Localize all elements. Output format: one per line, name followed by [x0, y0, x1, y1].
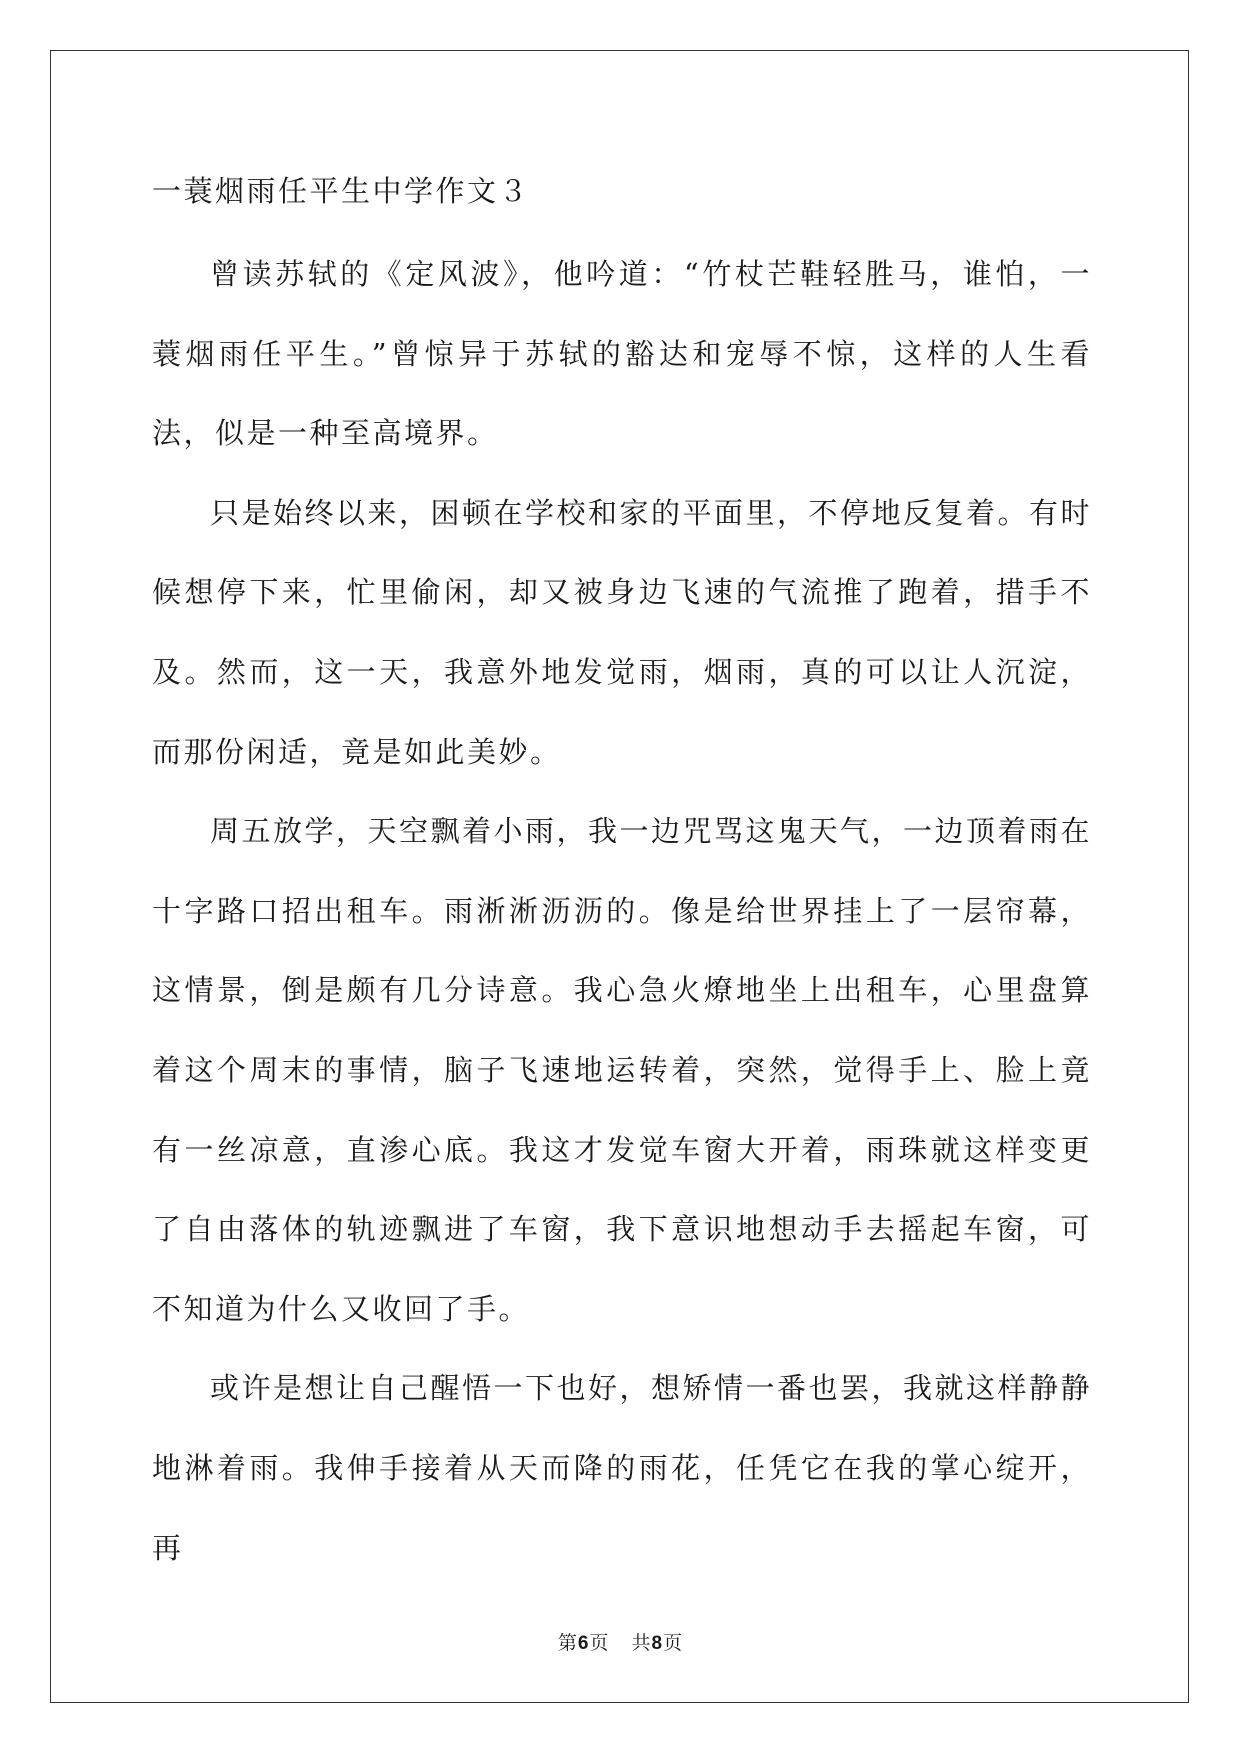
- paragraph-1: 曾读苏轼的《定风波》，他吟道：“竹杖芒鞋轻胜马，谁怕，一蓑烟雨任平生。”曾惊异于苏轼的豁达和宠辱不惊，这样的人生看法，似是一种至高境界。: [152, 257, 1092, 451]
- paragraph-4: 或许是想让自己醒悟一下也好，想矫情一番也罢，我就这样静静地淋着雨。我伸手接着从天而降的雨花，任凭它在我的掌心绽开，再: [152, 1371, 1093, 1565]
- page-suffix: 页: [589, 1632, 610, 1654]
- document-body: [152, 163, 1092, 1588]
- paragraph-3: 周五放学，天空飘着小雨，我一边咒骂这鬼天气，一边顶着雨在十字路口招出租车。雨淅淅沥沥的。像是给世界挂上了一层帘幕，这情景，倒是颇有几分诗意。我心急火燎地坐上出租车，心里盘算着这个周末的事情，脑子飞速地运转着，突然，觉得手上、脸上竟有一丝凉意，直渗心底。我这才发觉车窗大开着，雨珠就这样变更了自由落体的轨迹飘进了车窗，我下意识地想动手去摇起车窗，可不知道为什么又收回了手。: [152, 814, 1093, 1326]
- page-prefix: 第: [557, 1632, 578, 1654]
- total-suffix: 页: [663, 1632, 684, 1654]
- paragraph-2: 只是始终以来，困顿在学校和家的平面里，不停地反复着。有时候想停下来，忙里偷闲，却又被身边飞速的气流推了跑着，措手不及。然而，这一天，我意外地发觉雨，烟雨，真的可以让人沉淀，而那份闲适，竟是如此美妙。: [152, 495, 1093, 769]
- document-title: 一蓑烟雨任平生中学作文３: [152, 174, 531, 208]
- current-page-number: 6: [577, 1633, 590, 1654]
- page-footer: [0, 1628, 1241, 1655]
- total-pages-number: 8: [651, 1633, 664, 1654]
- total-prefix: 共: [631, 1632, 652, 1654]
